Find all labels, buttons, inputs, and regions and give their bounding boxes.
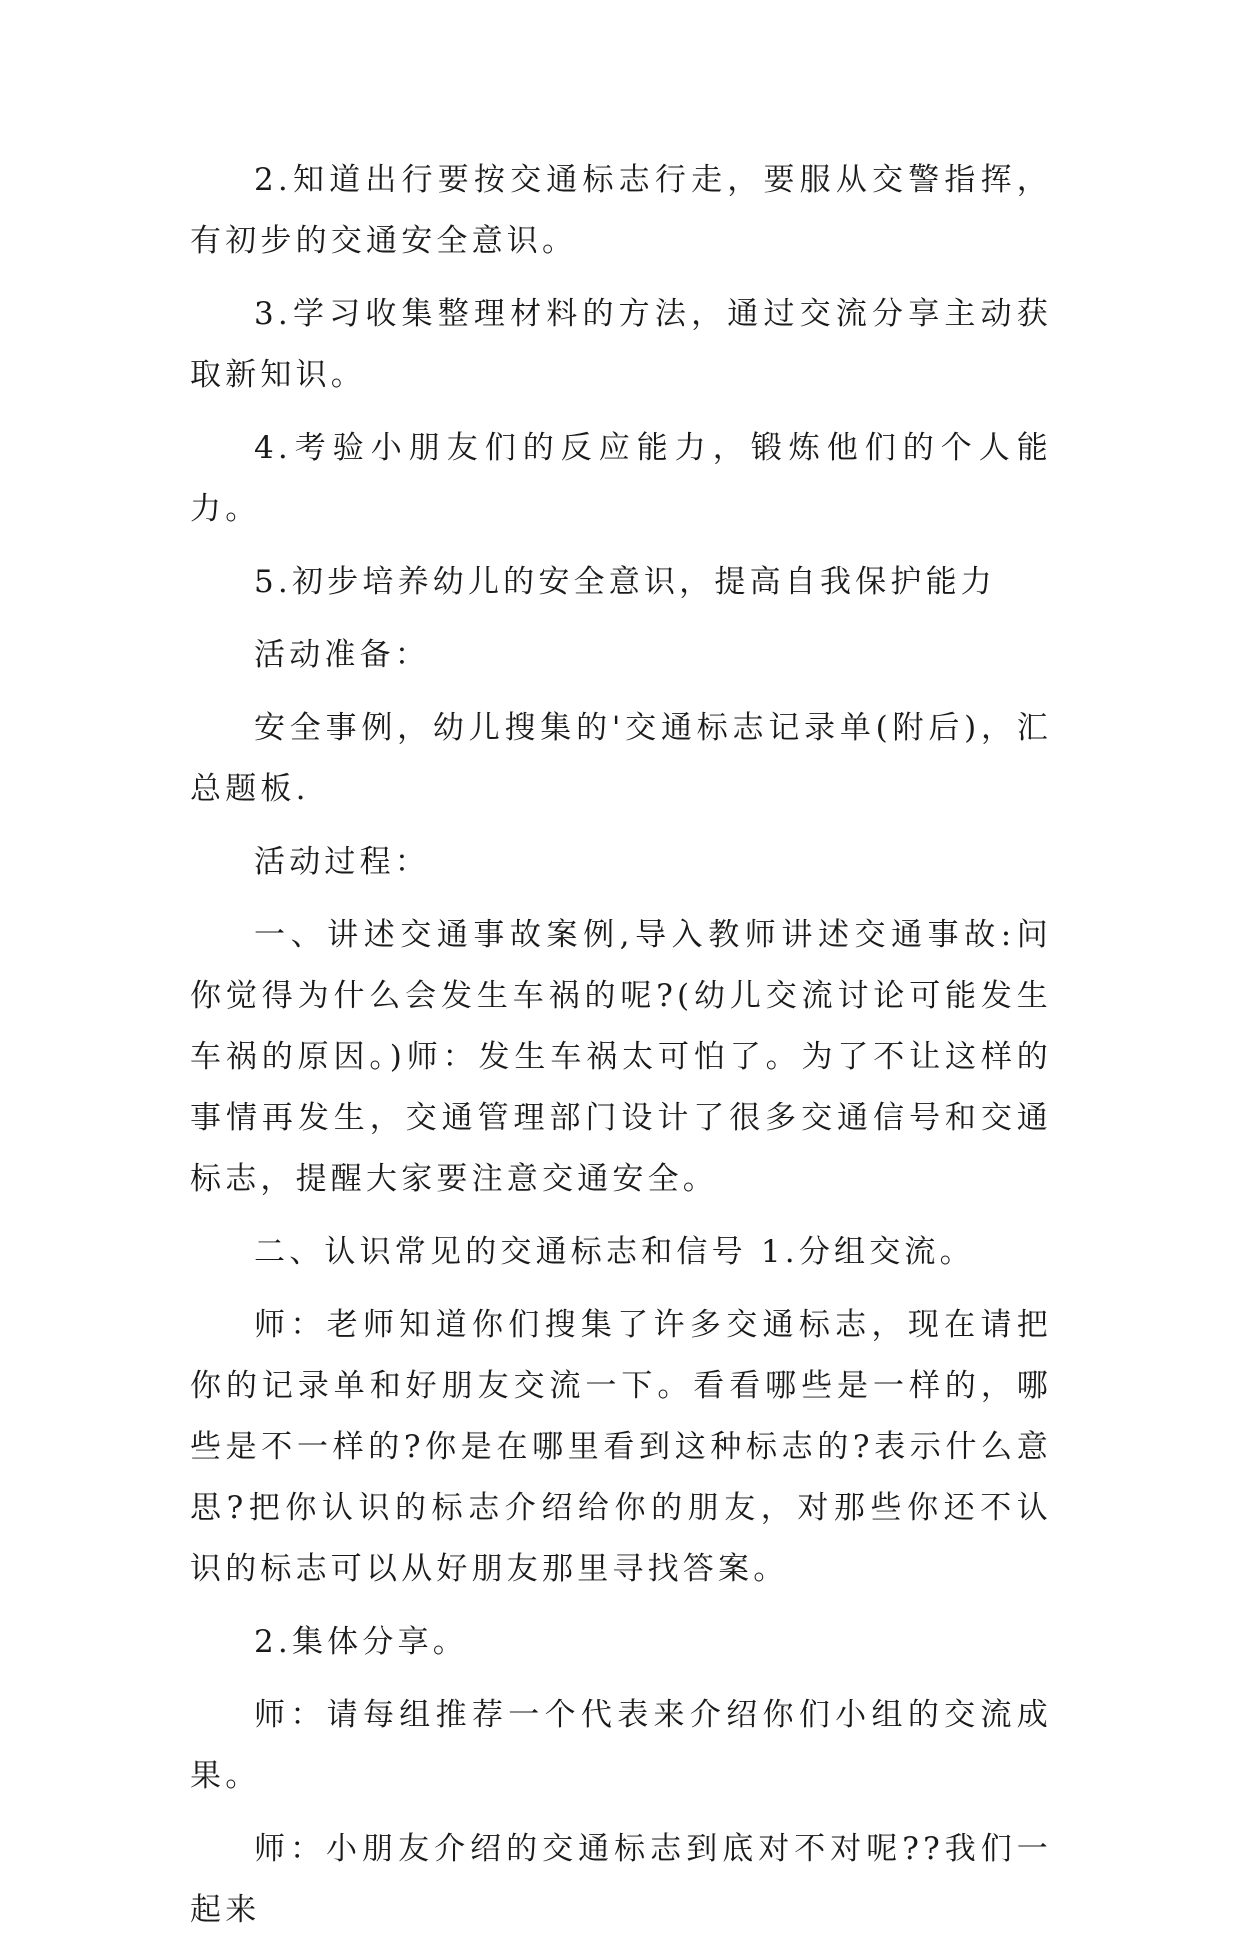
heading-activity-process: 活动过程： bbox=[254, 844, 430, 880]
paragraph-preparation-materials: 安全事例，幼儿搜集的'交通标志记录单(附后)，汇总题板. bbox=[190, 710, 1052, 807]
paragraph-step-two: 二、认识常见的交通标志和信号 1.分组交流。 bbox=[254, 1234, 975, 1270]
paragraph-objective-5: 5.初步培养幼儿的安全意识，提高自我保护能力 bbox=[254, 564, 996, 600]
paragraph-collective-sharing: 2.集体分享。 bbox=[254, 1624, 468, 1660]
paragraph-teacher-recommend: 师：请每组推荐一个代表来介绍你们小组的交流成果。 bbox=[190, 1697, 1052, 1794]
paragraph-objective-3: 3.学习收集整理材料的方法，通过交流分享主动获取新知识。 bbox=[190, 296, 1052, 393]
document-page bbox=[190, 150, 1052, 1953]
paragraph-objective-4: 4.考验小朋友们的反应能力，锻炼他们的个人能力。 bbox=[190, 430, 1052, 527]
paragraph-teacher-group-exchange: 师：老师知道你们搜集了许多交通标志，现在请把你的记录单和好朋友交流一下。看看哪些是一样的，哪些是不一样的?你是在哪里看到这种标志的?表示什么意思?把你认识的标志介绍给你的朋友，对那些你还不认识的标志可以从好朋友那里寻找答案。 bbox=[190, 1307, 1052, 1587]
heading-activity-preparation: 活动准备： bbox=[254, 637, 430, 673]
paragraph-teacher-check: 师：小朋友介绍的交通标志到底对不对呢??我们一起来 bbox=[190, 1831, 1052, 1928]
paragraph-step-one: 一、讲述交通事故案例,导入教师讲述交通事故:问你觉得为什么会发生车祸的呢?(幼儿交流讨论可能发生车祸的原因。)师：发生车祸太可怕了。为了不让这样的事情再发生，交通管理部门设计了很多交通信号和交通标志，提醒大家要注意交通安全。 bbox=[190, 917, 1052, 1197]
paragraph-objective-2: 2.知道出行要按交通标志行走，要服从交警指挥，有初步的交通安全意识。 bbox=[190, 162, 1052, 259]
